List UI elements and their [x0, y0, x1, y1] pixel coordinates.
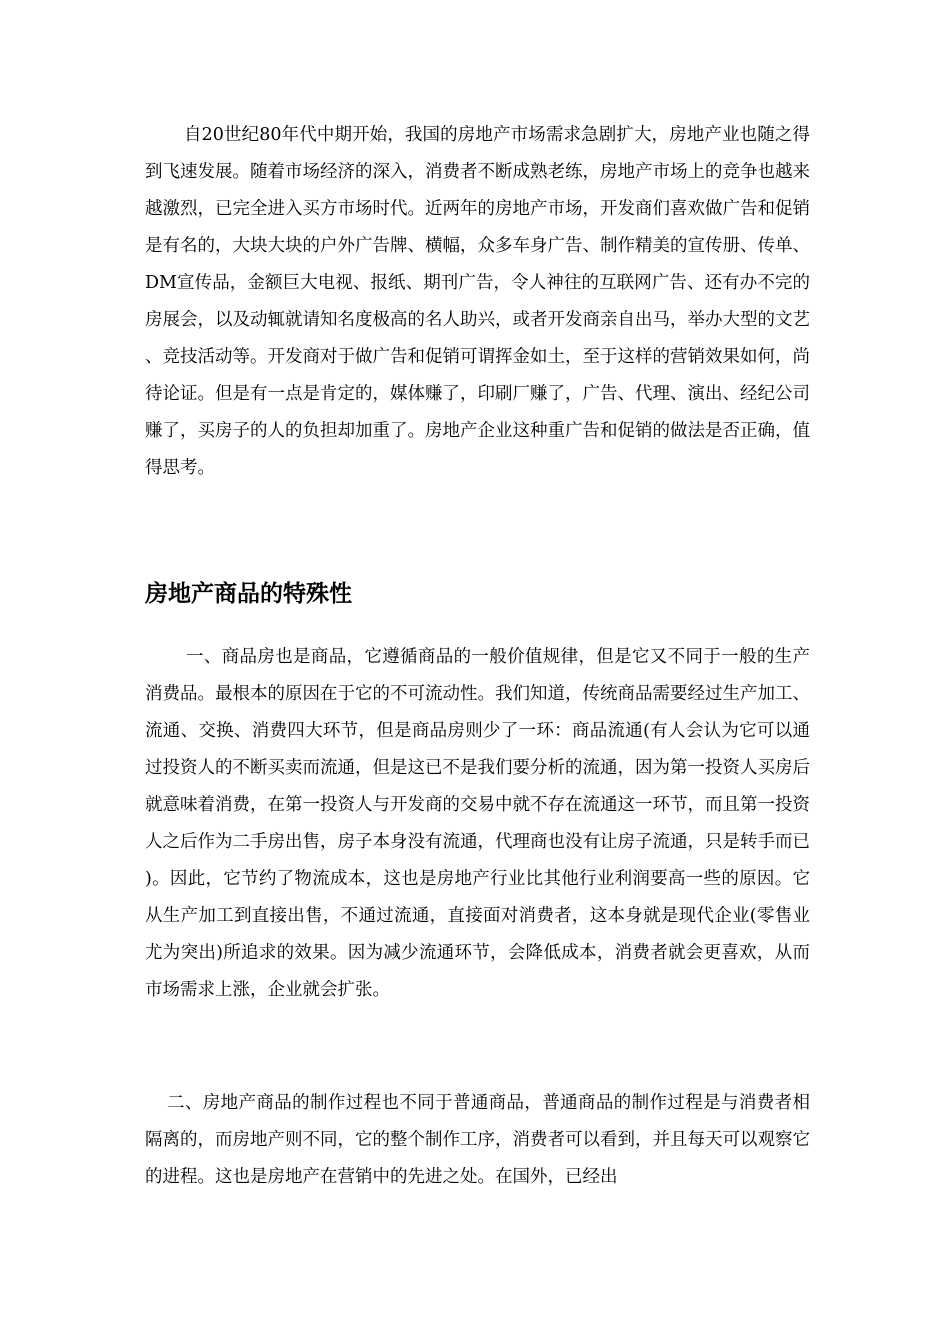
section-heading: 房地产商品的特殊性	[145, 581, 352, 607]
intro-paragraph: 自20世纪80年代中期开始，我国的房地产市场需求急剧扩大，房地产业也随之得到飞速发展。随着市场经济的深入，消费者不断成熟老练，房地产市场上的竞争也越来越激烈，已完全进入买方市场时代。近两年的房地产市场，开发商们喜欢做广告和促销是有名的，大块大块的户外广告牌、横幅，众多车身广告、制作精美的宣传册、传单、DM宣传品，金额巨大电视、报纸、期刊广告，令人神往的互联网广告、还有办不完的房展会，以及动辄就请知名度极高的名人助兴，或者开发商亲自出马，举办大型的文艺、竞技活动等。开发商对于做广告和促销可谓挥金如土，至于这样的营销效果如何，尚待论证。但是有一点是肯定的，媒体赚了，印刷厂赚了，广告、代理、演出、经纪公司赚了，买房子的人的负担却加重了。房地产企业这种重广告和促销的做法是否正确，值得思考。	[145, 125, 810, 478]
paragraph-one: 一、商品房也是商品，它遵循商品的一般价值规律，但是它又不同于一般的生产消费品。最根本的原因在于它的不可流动性。我们知道，传统商品需要经过生产加工、流通、交换、消费四大环节，但是商品房则少了一环：商品流通(有人会认为它可以通过投资人的不断买卖而流通，但是这已不是我们要分析的流通，因为第一投资人买房后就意味着消费，在第一投资人与开发商的交易中就不存在流通这一环节，而且第一投资人之后作为二手房出售，房子本身没有流通，代理商也没有让房子流通，只是转手而已)。因此，它节约了物流成本，这也是房地产行业比其他行业利润要高一些的原因。它从生产加工到直接出售，不通过流通，直接面对消费者，这本身就是现代企业(零售业尤为突出)所追求的效果。因为减少流通环节，会降低成本，消费者就会更喜欢，从而市场需求上涨，企业就会扩张。	[145, 647, 810, 1000]
paragraph-two: 二、房地产商品的制作过程也不同于普通商品，普通商品的制作过程是与消费者相隔离的，而房地产则不同，它的整个制作工序，消费者可以看到，并且每天可以观察它的进程。这也是房地产在营销中的先进之处。在国外，已经出	[145, 1093, 810, 1187]
